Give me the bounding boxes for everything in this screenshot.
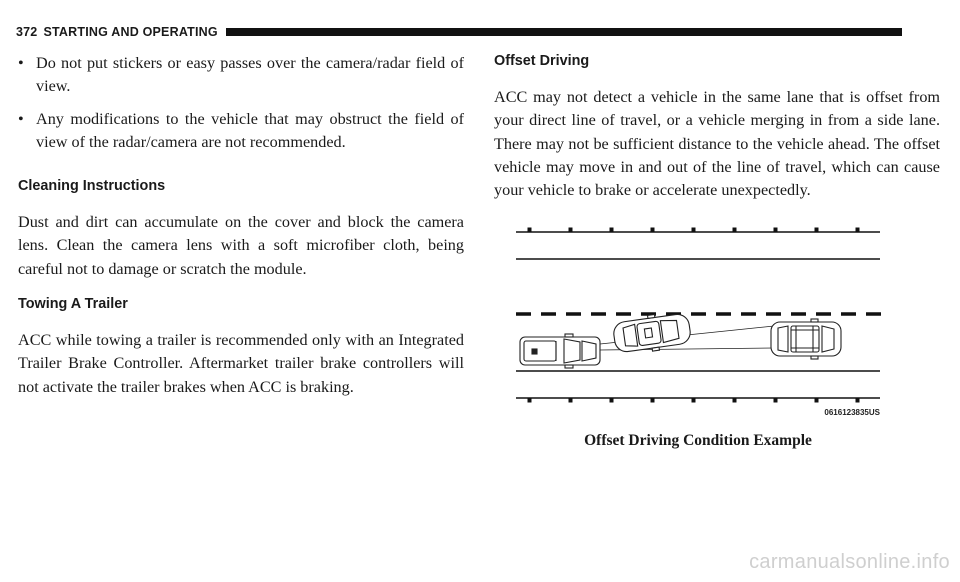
page-header bbox=[16, 24, 902, 40]
bullet-item: • Do not put stickers or easy passes over the camera/radar field of view. bbox=[18, 52, 464, 99]
bullet-item: • Any modifications to the vehicle that may obstruct the field of view of the radar/camera are not recommended. bbox=[18, 108, 464, 155]
paragraph-towing: ACC while towing a trailer is recommended only with an Integrated Trailer Brake Controller. Aftermarket trailer brake controllers will not activate the trailer brakes when ACC is braking. bbox=[18, 331, 464, 396]
figure-image-code: 0616123835US bbox=[824, 408, 880, 417]
figure-caption: Offset Driving Condition Example bbox=[584, 432, 812, 449]
header-rule bbox=[226, 28, 902, 36]
lane-line-bottom bbox=[516, 398, 880, 402]
offset-driving-illustration bbox=[512, 218, 886, 418]
footer-watermark: carmanualsonline.info bbox=[749, 551, 950, 573]
bullet-list bbox=[18, 52, 464, 154]
heading-offset-driving: Offset Driving bbox=[494, 53, 590, 69]
lead-vehicle-suv bbox=[771, 319, 841, 359]
own-vehicle-pickup bbox=[520, 334, 600, 368]
left-column bbox=[18, 52, 464, 399]
lane-line-top bbox=[516, 228, 880, 232]
section-title: STARTING AND OPERATING bbox=[43, 25, 218, 39]
paragraph-offset-driving: ACC may not detect a vehicle in the same lane that is offset from your direct line of travel, or a vehicle merging in from a side lane. There may not be sufficient distance to the vehicle ahead. The offset vehicle may move in and out of the line of travel, which can cause your vehicle to brake or accelerate unexpectedly. bbox=[494, 88, 940, 200]
paragraph-cleaning: Dust and dirt can accumulate on the cover and block the camera lens. Clean the camera lens with a soft microfiber cloth, being careful not to damage or scratch the module. bbox=[18, 213, 464, 278]
heading-towing: Towing A Trailer bbox=[18, 296, 128, 313]
right-column bbox=[494, 52, 940, 202]
heading-cleaning: Cleaning Instructions bbox=[18, 178, 166, 195]
page-number: 372 bbox=[16, 25, 38, 39]
